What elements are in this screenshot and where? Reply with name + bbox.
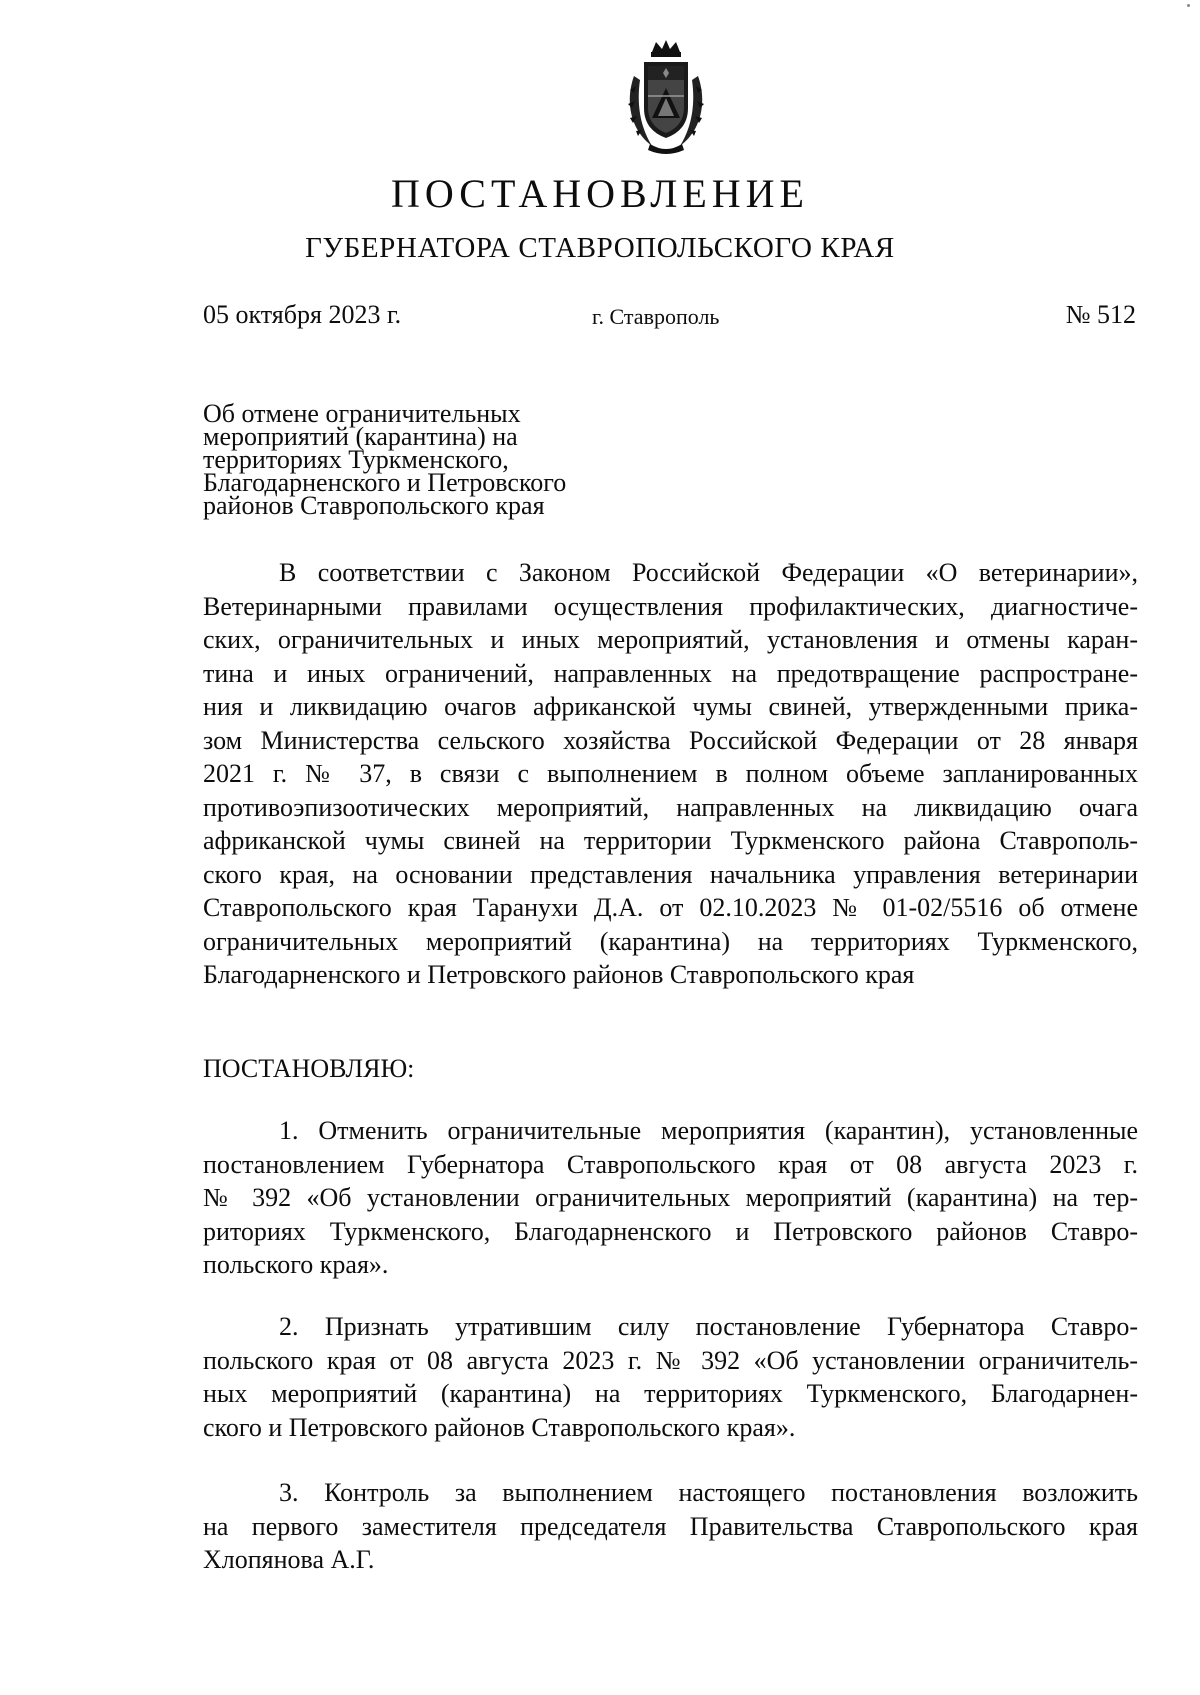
paragraph-line: польского края от 08 августа 2023 г. № 392 «Об установлении ограничитель-: [203, 1345, 1138, 1375]
heading-line: районов Ставропольского края: [203, 491, 545, 520]
paragraph-line: В соответствии с Законом Российской Федерации «О ветеринарии»,: [279, 558, 1138, 587]
decree-word: ПОСТАНОВЛЯЮ:: [203, 1054, 415, 1083]
paragraph-line: 2. Признать утратившим силу постановление Губернатора Ставро-: [279, 1312, 1138, 1341]
item-1-paragraph: [203, 1114, 1138, 1282]
paragraph-line: № 392 «Об установлении ограничительных мероприятий (карантина) на тер-: [203, 1183, 1138, 1212]
paragraph-line: ных мероприятий (карантина) на территориях Туркменского, Благодарнен-: [203, 1379, 1138, 1408]
paragraph-line: 1. Отменить ограничительные мероприятия (карантин), установленные: [279, 1116, 1138, 1145]
document-title: ПОСТАНОВЛЕНИЕ: [391, 171, 809, 216]
heading-line: мероприятий (карантина) на: [203, 422, 518, 451]
paragraph-line: противоэпизоотических мероприятий, направленных на ликвидацию очага: [203, 792, 1138, 822]
paragraph-line: 3. Контроль за выполнением настоящего постановления возложить: [279, 1478, 1138, 1507]
paragraph-line: ского и Петровского районов Ставропольского края».: [203, 1412, 796, 1442]
paragraph-line: 2021 г. № 37, в связи с выполнением в полном объеме запланированных: [203, 759, 1138, 788]
paragraph-line: Хлопянова А.Г.: [203, 1545, 375, 1574]
scan-artifact: [1187, 4, 1190, 7]
paragraph-line: Ставропольского края Таранухи Д.А. от 02.10.2023 № 01-02/5516 об отмене: [203, 893, 1138, 922]
paragraph-line: ских, ограничительных и иных мероприятий, установления и отмены каран-: [203, 625, 1138, 654]
item-2-paragraph: [203, 1310, 1138, 1444]
paragraph-line: Благодарненского и Петровского районов Ставропольского края: [203, 960, 915, 989]
coat-of-arms-icon: [622, 38, 710, 156]
paragraph-line: постановлением Губернатора Ставропольского края от 08 августа 2023 г.: [203, 1149, 1138, 1179]
paragraph-line: ограничительных мероприятий (карантина) на территориях Туркменского,: [203, 926, 1138, 956]
paragraph-line: ния и ликвидацию очагов африканской чумы свиней, утвержденными прика-: [203, 692, 1138, 721]
paragraph-line: тина и иных ограничений, направленных на предотвращение распростране-: [203, 658, 1138, 688]
heading-line: Благодарненского и Петровского: [203, 468, 567, 497]
paragraph-line: польского края».: [203, 1250, 389, 1279]
document-date: 05 октября 2023 г.: [203, 300, 402, 329]
document-number: № 512: [1065, 300, 1136, 329]
paragraph-line: ского края, на основании представления начальника управления ветеринарии: [203, 859, 1138, 889]
preamble-paragraph: [203, 556, 1138, 992]
paragraph-line: Ветеринарными правилами осуществления профилактических, диагностиче-: [203, 591, 1138, 621]
paragraph-line: африканской чумы свиней на территории Туркменского района Ставрополь-: [203, 826, 1138, 855]
document-heading: [203, 399, 643, 520]
heading-line: территориях Туркменского,: [203, 445, 509, 474]
item-3-paragraph: [203, 1476, 1138, 1577]
paragraph-line: на первого заместителя председателя Правительства Ставропольского края: [203, 1511, 1138, 1541]
document-issuer: ГУБЕРНАТОРА СТАВРОПОЛЬСКОГО КРАЯ: [305, 232, 895, 264]
heading-line: Об отмене ограничительных: [203, 399, 521, 428]
paragraph-line: риториях Туркменского, Благодарненского и Петровского районов Ставро-: [203, 1216, 1138, 1246]
paragraph-line: зом Министерства сельского хозяйства Российской Федерации от 28 января: [203, 725, 1138, 755]
document-city: г. Ставрополь: [592, 304, 720, 329]
